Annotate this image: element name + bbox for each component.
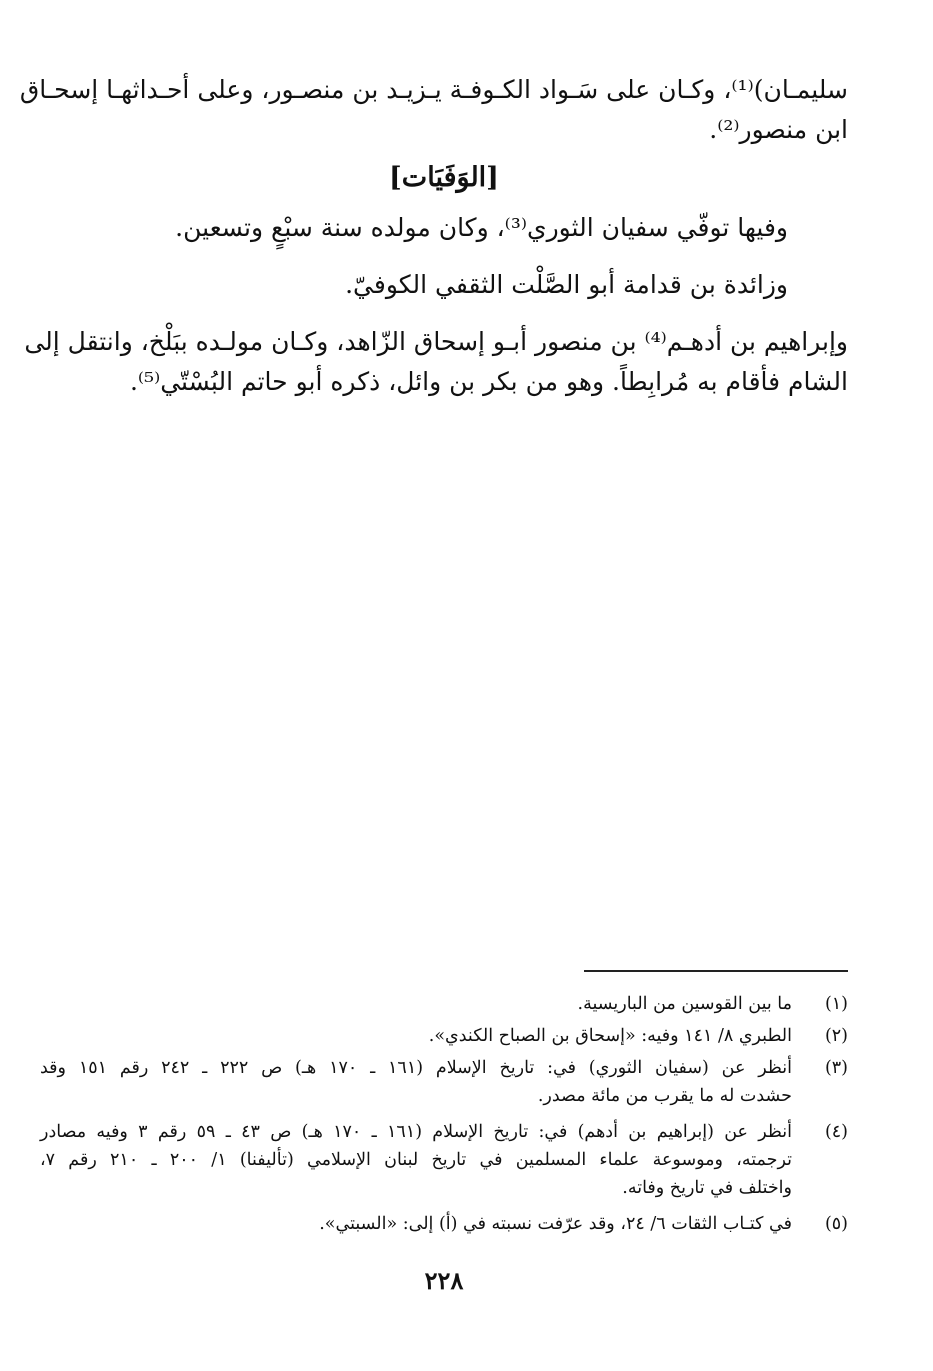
- footnote-line: الطبري ٨/ ١٤١ وفيه: «إسحاق بن الصباح الكندي».: [428, 1026, 792, 1046]
- death-entry-sufyan: وفيها توفّي سفيان الثوري⁽³⁾، وكان مولده سنة سبْعٍ وتسعين.: [175, 213, 788, 242]
- footnote-number: (١): [824, 994, 848, 1014]
- footnote-line: في كتـاب الثقات ٦/ ٢٤، وقد عرّفت نسبته في (أ) إلى: «السبتي».: [319, 1214, 792, 1234]
- footnote-number: (٥): [824, 1214, 848, 1234]
- intro-line-2: ابن منصور⁽²⁾.: [709, 115, 848, 144]
- footnote-text: [40, 1054, 792, 1110]
- footnote-line: أنظر عن (سفيان الثوري) في: تاريخ الإسلام (١٦١ ـ ١٧٠ هـ) ص ٢٢٢ ـ ٢٤٢ رقم ١٥١ وقد: [40, 1058, 792, 1078]
- page-number: ٢٢٨: [424, 1266, 464, 1295]
- footnote-number: (٤): [824, 1122, 848, 1142]
- footnote-line: أنظر عن (إبراهيم بن أدهم) في: تاريخ الإسلام (١٦١ ـ ١٧٠ هـ) ص ٤٣ ـ ٥٩ رقم ٣ وفيه مصادر: [40, 1122, 792, 1142]
- footnote-number: (٢): [824, 1026, 848, 1046]
- death-entry-ibrahim-line-2: الشام فأقام به مُرابِطاً. وهو من بكر بن وائل، ذكره أبو حاتم البُسْتّي⁽⁵⁾.: [129, 367, 848, 396]
- footnote-divider: [584, 970, 848, 972]
- section-heading: [الوَفَيَات]: [389, 162, 499, 193]
- footnote-line: واختلف في تاريخ وفاته.: [622, 1178, 792, 1198]
- footnote-text: [40, 1210, 792, 1238]
- footnote-text: [40, 1022, 792, 1050]
- death-entry-zaida: وزائدة بن قدامة أبو الصَّلْت الثقفي الكوفيّ.: [345, 270, 788, 299]
- intro-line-1: سليمـان)⁽¹⁾، وكـان على سَـواد الكـوفـة يـزيـد بن منصـور، وعلى أحـداثهـا إسحـاق: [19, 75, 848, 104]
- footnote-number: (٣): [824, 1058, 848, 1078]
- footnote-text: [40, 990, 792, 1018]
- footnote-line: ترجمته، وموسوعة علماء المسلمين في تاريخ لبنان الإسلامي (تأليفنا) ١/ ٢٠٠ ـ ٢١٠ رقم ٧،: [40, 1150, 792, 1170]
- footnote-text: [40, 1118, 792, 1202]
- footnote-line: حشدت له ما يقرب من مائة مصدر.: [537, 1086, 792, 1106]
- death-entry-ibrahim-line-1: وإبراهيم بن أدهـم⁽⁴⁾ بن منصور أبـو إسحاق الزّاهد، وكـان مولـده ببَلْخ، وانتقل إلى: [24, 327, 848, 356]
- footnote-line: ما بين القوسين من الباريسية.: [577, 994, 792, 1014]
- book-page: [19, 60, 848, 1320]
